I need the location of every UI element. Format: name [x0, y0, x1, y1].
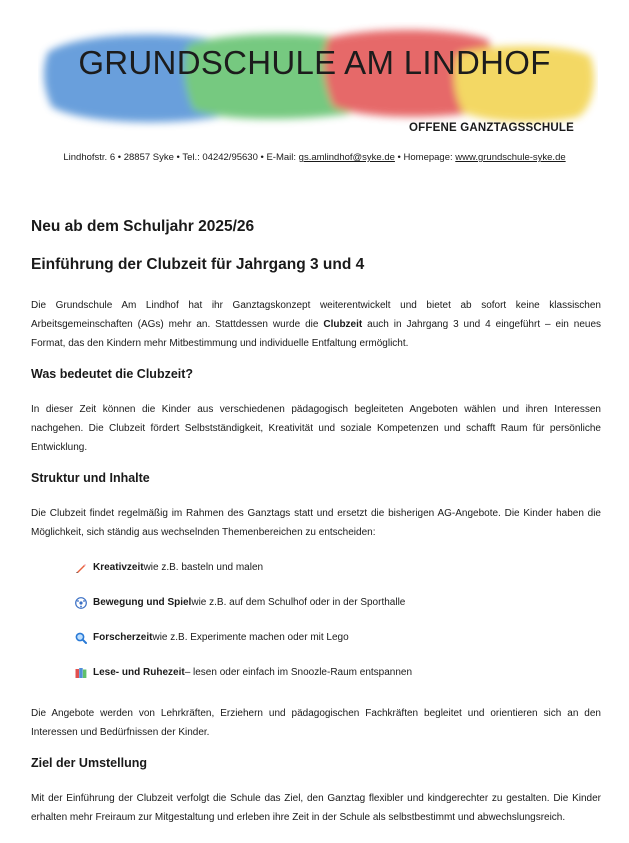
- list-item-label: Forscherzeit: [93, 632, 153, 643]
- section-text-goal: Mit der Einführung der Clubzeit verfolgt die Schule das Ziel, den Ganztag flexibler und kindgerechter zu gestalten. Die Kinder erhalten mehr Freiraum zur Mitgestaltung und erleben ihre Zeit in der Schule als selbstbestimmt und abwechslungsreich.: [31, 793, 601, 823]
- announcement-heading: Neu ab dem Schuljahr 2025/26: [31, 218, 255, 235]
- books-icon: [75, 667, 87, 679]
- list-item: [75, 585, 601, 620]
- contact-line: [0, 152, 629, 163]
- magnifier-icon: [75, 632, 87, 644]
- main-title: Einführung der Clubzeit für Jahrgang 3 und 4: [31, 256, 365, 273]
- homepage-link[interactable]: www.grundschule-syke.de: [455, 152, 566, 163]
- homepage-label: • Homepage:: [394, 152, 456, 163]
- list-item-desc: wie z.B. auf dem Schulhof oder in der Sporthalle: [191, 597, 406, 608]
- activity-list: [31, 550, 601, 690]
- intro-text-bold: Clubzeit: [323, 319, 363, 330]
- list-item-label: Lese- und Ruhezeit: [93, 667, 185, 678]
- school-subtitle: OFFENE GANZTAGSSCHULE: [409, 122, 574, 134]
- list-item-desc: wie z.B. Experimente machen oder mit Lego: [152, 632, 349, 643]
- list-item-label: Bewegung und Spiel: [93, 597, 192, 608]
- section-heading-goal: Ziel der Umstellung: [31, 756, 147, 770]
- intro-paragraph: [31, 296, 601, 353]
- pencil-icon: [75, 562, 87, 574]
- list-item: [75, 655, 601, 690]
- list-item-desc: – lesen oder einfach im Snoozle-Raum entspannen: [184, 667, 413, 678]
- intro-text-after: auch in Jahrgang 3 und 4 eingeführt – ein neues Format, das den Kindern mehr Mitbestimmung und individuelle Entfaltung ermöglicht.: [31, 319, 602, 349]
- list-item-desc: wie z.B. basteln und malen: [143, 562, 264, 573]
- list-item-label: Kreativzeit: [93, 562, 144, 573]
- section-text-structure: Die Clubzeit findet regelmäßig im Rahmen des Ganztags statt und ersetzt die bisherigen AG-Angebote. Die Kinder haben die Möglichkeit, sich ständig aus wechselnden Themenbereichen zu entscheiden:: [31, 508, 601, 538]
- letterhead: [0, 0, 629, 180]
- list-item: [75, 550, 601, 585]
- document-body: [31, 218, 601, 841]
- intro-text-before: Die Grundschule Am Lindhof hat ihr Ganztagskonzept weiterentwickelt und bietet ab sofort keine klassischen Arbeitsgemeinschaften (AGs) mehr an. Stattdessen wurde die: [31, 300, 601, 330]
- section-heading-structure: Struktur und Inhalte: [31, 471, 150, 485]
- section-text-meaning: In dieser Zeit können die Kinder aus verschiedenen pädagogisch begleiteten Angeboten wählen und ihren Interessen nachgehen. Die Clubzeit fördert Selbstständigkeit, Kreativität und soziale Kompetenzen und schafft Raum für persönliche Entwicklung.: [31, 404, 601, 453]
- email-link[interactable]: gs.amlindhof@syke.de: [298, 152, 395, 163]
- contact-address: Lindhofstr. 6 • 28857 Syke • Tel.: 04242/95630 • E-Mail:: [63, 152, 299, 163]
- section-outro-structure: Die Angebote werden von Lehrkräften, Erziehern und pädagogischen Fachkräften begleitet und orientieren sich an den Interessen und Bedürfnissen der Kinder.: [31, 708, 601, 738]
- soccer-ball-icon: [75, 597, 87, 609]
- school-name: GRUNDSCHULE AM LINDHOF: [78, 44, 551, 81]
- list-item: [75, 620, 601, 655]
- section-heading-meaning: Was bedeutet die Clubzeit?: [31, 367, 194, 381]
